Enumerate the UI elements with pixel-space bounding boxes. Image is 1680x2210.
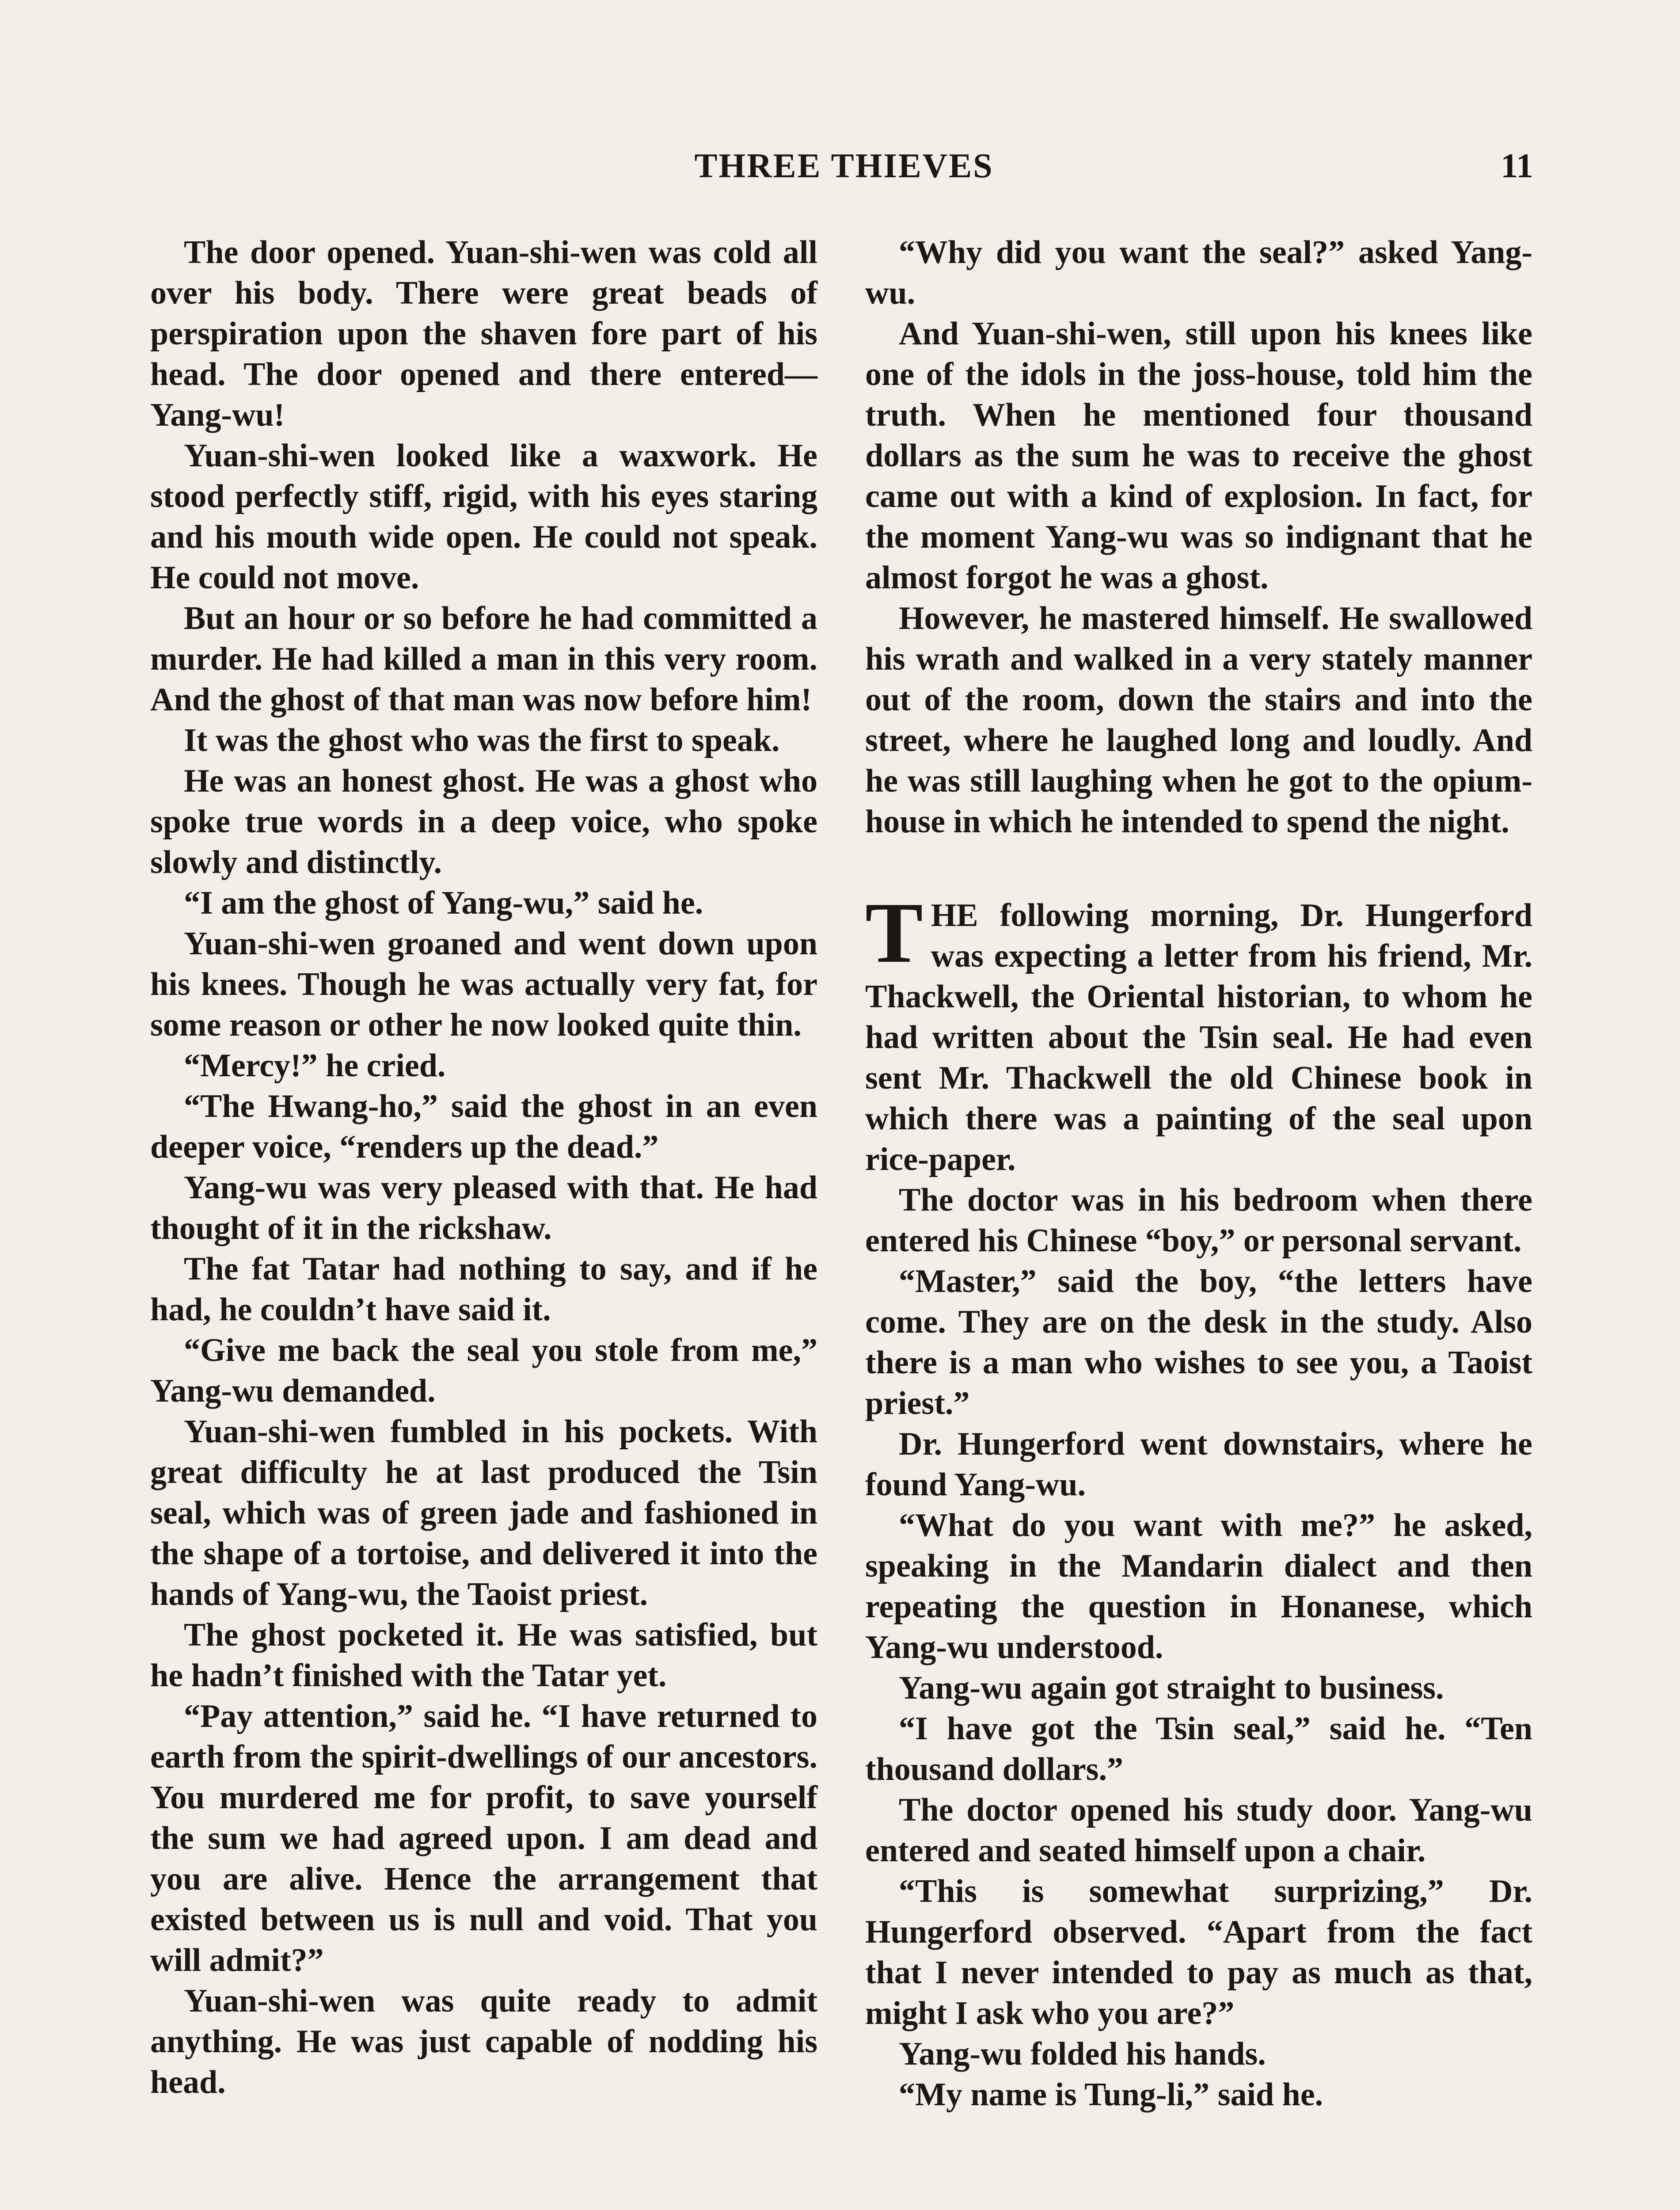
paragraph: “Pay attention,” said he. “I have returned to earth from the spirit-dwellings of our ancestors. You murdered me for profit, to save yourself the sum we had agreed upon. I am dead and you are alive. Hence the arrangement that existed between us is null and void. That you will admit?”	[150, 1698, 817, 1978]
paragraph: And Yuan-shi-wen, still upon his knees like one of the idols in the joss-house, told him the truth. When he mentioned four thousand dollars as the sum he was to receive the ghost came out with a kind of explosion. In fact, for the moment Yang-wu was so indignant that he almost forgot he was a ghost.	[865, 316, 1532, 596]
paragraph: “I am the ghost of Yang-wu,” said he.	[184, 885, 703, 921]
paragraph: The doctor was in his bedroom when there entered his Chinese “boy,” or personal servant.	[865, 1182, 1532, 1259]
right-column	[865, 232, 1532, 2115]
paragraph: Yang-wu was very pleased with that. He had thought of it in the rickshaw.	[150, 1170, 817, 1246]
paragraph: Yuan-shi-wen was quite ready to admit anything. He was just capable of nodding his head.	[150, 1983, 817, 2100]
paragraph: “Why did you want the seal?” asked Yang-wu.	[865, 234, 1532, 311]
paragraph: “My name is Tung-li,” said he.	[899, 2077, 1323, 2113]
paragraph: The ghost pocketed it. He was satisfied, but he hadn’t finished with the Tatar yet.	[150, 1617, 817, 1694]
paragraph: “What do you want with me?” he asked, speaking in the Mandarin dialect and then repeating the question in Honanese, which Yang-wu understood.	[865, 1507, 1532, 1665]
paragraph: “The Hwang-ho,” said the ghost in an even deeper voice, “renders up the dead.”	[150, 1088, 817, 1165]
paragraph: However, he mastered himself. He swallowed his wrath and walked in a very stately manner out of the room, down the stairs and into the street, where he laughed long and loudly. And he was still laughing when he got to the opium-house in which he intended to spend the night.	[865, 600, 1532, 840]
paragraph: “Give me back the seal you stole from me,” Yang-wu demanded.	[150, 1332, 817, 1409]
paragraph: “Mercy!” he cried.	[184, 1048, 446, 1084]
paragraph: It was the ghost who was the first to speak.	[184, 722, 780, 758]
paragraph: Dr. Hungerford went downstairs, where he found Yang-wu.	[865, 1426, 1532, 1503]
page-number: 11	[1501, 146, 1533, 185]
left-column	[150, 232, 817, 2103]
paragraph: The fat Tatar had nothing to say, and if he had, he couldn’t have said it.	[150, 1251, 817, 1328]
page-header	[155, 146, 1533, 199]
paragraph: The doctor opened his study door. Yang-wu entered and seated himself upon a chair.	[865, 1792, 1532, 1869]
section-opening-text: HE following morning, Dr. Hungerford was expecting a letter from his friend, Mr. Thackwell, the Oriental historian, to whom he had written about the Tsin seal. He had even sent Mr. Thackwell the old Chinese book in which there was a painting of the seal upon rice-paper.	[865, 897, 1532, 1177]
paragraph: Yuan-shi-wen groaned and went down upon his knees. Though he was actually very fat, for some reason or other he now looked quite thin.	[150, 926, 817, 1043]
paragraph: Yuan-shi-wen fumbled in his pockets. With great difficulty he at last produced the Tsin seal, which was of green jade and fashioned in the shape of a tortoise, and delivered it into the hands of Yang-wu, the Taoist priest.	[150, 1414, 817, 1612]
section-opening-paragraph	[865, 885, 1532, 1180]
paragraph: “Master,” said the boy, “the letters have come. They are on the desk in the study. Also there is a man who wishes to see you, a Taoist priest.”	[865, 1263, 1532, 1421]
paragraph: “I have got the Tsin seal,” said he. “Ten thousand dollars.”	[865, 1711, 1532, 1787]
paragraph: Yang-wu folded his hands.	[899, 2036, 1266, 2072]
paragraph: Yang-wu again got straight to business.	[899, 1670, 1444, 1706]
running-title: THREE THIEVES	[694, 146, 994, 185]
paragraph: Yuan-shi-wen looked like a waxwork. He stood perfectly stiff, rigid, with his eyes staring and his mouth wide open. He could not speak. He could not move.	[150, 438, 817, 596]
paragraph: The door opened. Yuan-shi-wen was cold all over his body. There were great beads of perspiration upon the shaven fore part of his head. The door opened and there entered—Yang-wu!	[150, 234, 817, 433]
drop-cap: T	[865, 885, 923, 981]
paragraph: But an hour or so before he had committed a murder. He had killed a man in this very room. And the ghost of that man was now before him!	[150, 600, 817, 718]
paragraph: “This is somewhat surprizing,” Dr. Hungerford observed. “Apart from the fact that I never intended to pay as much as that, might I ask who you are?”	[865, 1873, 1532, 2031]
paragraph: He was an honest ghost. He was a ghost who spoke true words in a deep voice, who spoke slowly and distinctly.	[150, 763, 817, 880]
